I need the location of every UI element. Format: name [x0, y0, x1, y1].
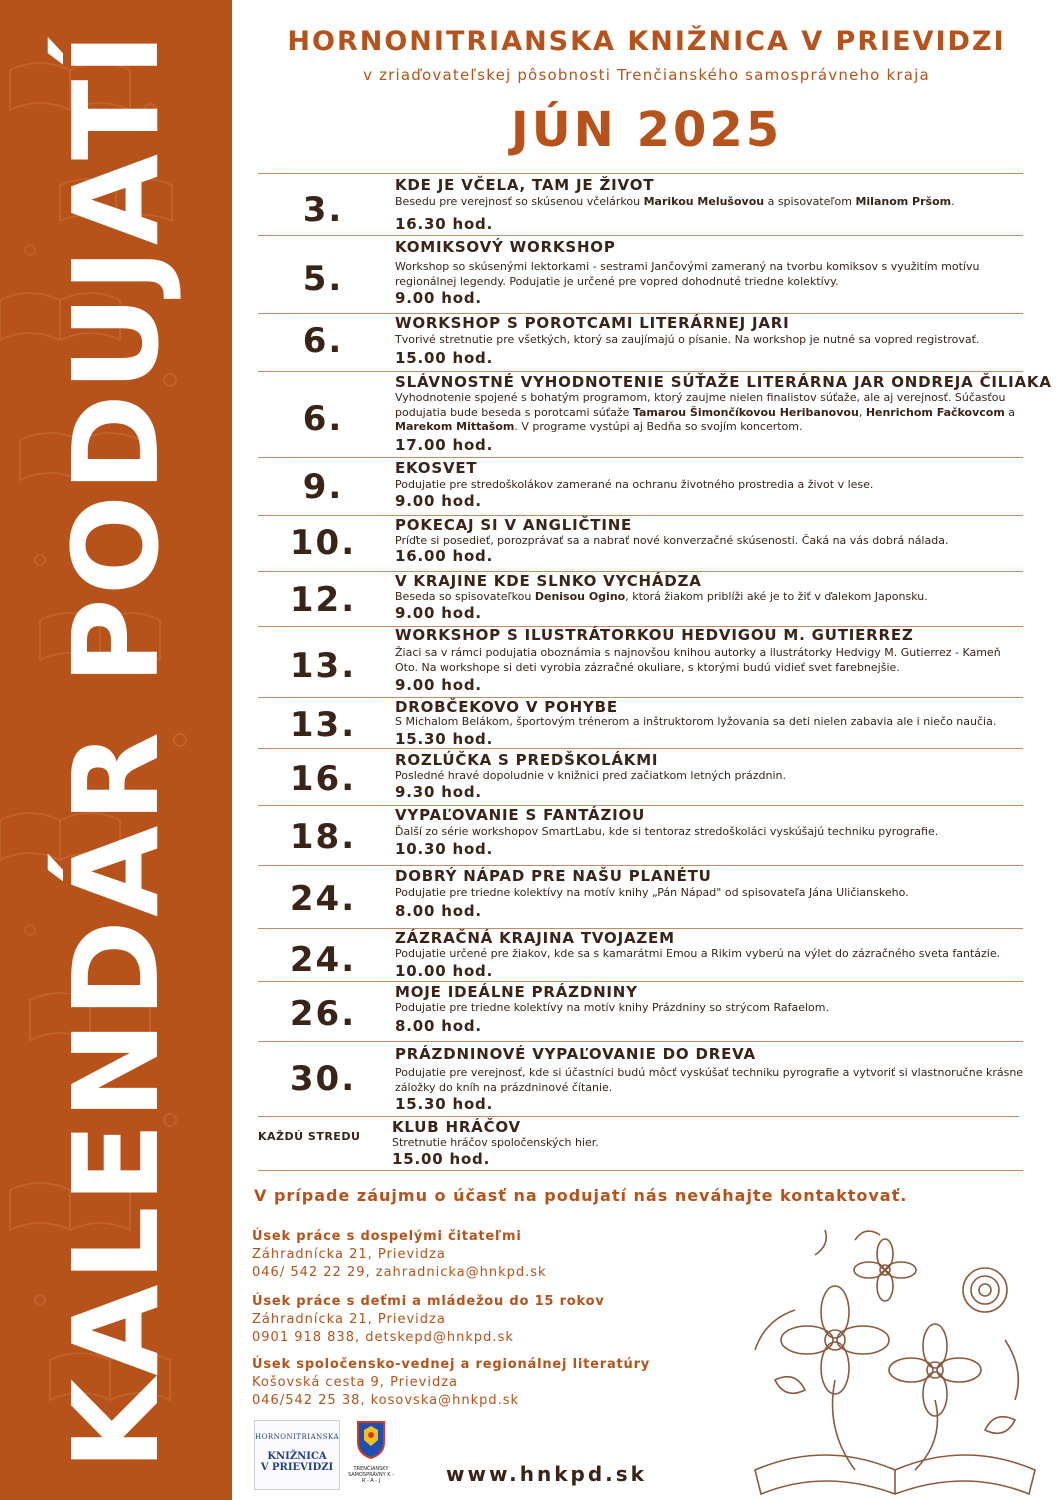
event-day: 6.: [302, 321, 344, 361]
description-text: Podujatie pre triedne kolektívy na motív knihy „Pán Nápad" od spisovateľa Jána Uličianskeho.: [395, 886, 909, 899]
event-time: 15.30 hod.: [395, 1095, 494, 1113]
library-logo-line: HORNONITRIANSKA: [255, 1433, 340, 1441]
month-title: JÚN 2025: [510, 102, 783, 158]
event-description: [395, 333, 1025, 348]
weekly-label: KAŽDÚ STREDU: [258, 1130, 361, 1143]
event-time: 8.00 hod.: [395, 1017, 482, 1035]
event-row: [258, 626, 1023, 697]
highlighted-name: Marekom Mittašom: [395, 420, 515, 433]
event-day: 6.: [302, 399, 344, 439]
description-text: Workshop so skúsenými lektorkami - sestrami Jančovými zameraný na tvorbu komiksov s využitím motívu regionálnej legendy. Podujatie je určené pre vopred dohodnuté triedne kolektívy.: [395, 260, 980, 288]
description-text: Ďalší zo série workshopov SmartLabu, kde si tentoraz stredoškoláci vyskúšajú techniku pyrografie.: [395, 825, 939, 838]
event-day: 24.: [289, 879, 357, 919]
event-description: [395, 715, 1025, 730]
event-row: [258, 371, 1052, 457]
event-title: DOBRÝ NÁPAD PRE NAŠU PLANÉTU: [395, 867, 712, 885]
description-text: Podujatie pre verejnosť, kde si účastníci budú môcť vyskúšať techniku pyrografie a vytvoriť si vlastnoručne krásne záložky do kníh na prázdninové čítanie.: [395, 1066, 1024, 1094]
department-title: Úsek práce s dospelými čitateľmi: [252, 1229, 522, 1244]
event-title: KDE JE VČELA, TAM JE ŽIVOT: [395, 176, 655, 194]
event-day: 5.: [302, 259, 344, 299]
event-title: VYPAĽOVANIE S FANTÁZIOU: [395, 806, 646, 824]
event-day: 10.: [289, 523, 357, 563]
event-row: [258, 805, 1023, 865]
description-text: Tvorivé stretnutie pre všetkých, ktorý sa zaujímajú o písanie. Na workshop je nutné sa vopred registrovať.: [395, 333, 980, 346]
department-children: [252, 1294, 772, 1345]
divider: [258, 1041, 1023, 1042]
website-link[interactable]: www.hnkpd.sk: [446, 1462, 647, 1486]
divider: [258, 235, 1023, 236]
library-name: HORNONITRIANSKA KNIŽNICA V PRIEVIDZI: [287, 26, 1006, 57]
department-title: Úsek práce s deťmi a mládežou do 15 rokov: [252, 1294, 605, 1309]
event-row: [258, 697, 1023, 748]
divider: [258, 457, 1023, 458]
event-row: [258, 515, 1023, 571]
weekly-time: 15.00 hod.: [392, 1150, 491, 1168]
department-adults: [252, 1229, 772, 1280]
divider: [258, 173, 1023, 174]
library-logo-line: V PRIEVIDZI: [260, 1462, 334, 1473]
description-text: .: [951, 195, 955, 208]
highlighted-name: Tamarou Šimončíkovou Heribanovou: [632, 405, 859, 419]
highlighted-name: Henrichom Fačkovcom: [865, 405, 1005, 419]
event-day: 3.: [302, 190, 344, 230]
description-text: Vyhodnotenie spojené s bohatým programom, ktorý zaujme nielen finalistov súťaže, ale aj verejnosť. Súčasťou podujatia bude beseda s porotcami súťaže: [395, 391, 1006, 419]
description-text: ,: [858, 405, 866, 419]
library-subtitle: v zriaďovateľskej pôsobnosti Trenčianského samosprávneho kraja: [363, 66, 930, 84]
department-regional: [252, 1357, 772, 1408]
event-row: [258, 748, 1023, 805]
department-contact[interactable]: 046/542 25 38, kosovska@hnkpd.sk: [252, 1393, 520, 1408]
library-logo-line: KNIŽNICA: [267, 1451, 327, 1462]
divider: [258, 981, 1023, 982]
highlighted-name: Denisou Ogino: [534, 590, 626, 603]
weekly-description: Stretnutie hráčov spoločenských hier.: [392, 1136, 599, 1149]
department-address: Záhradnícka 21, Prievidza: [252, 1312, 446, 1327]
description-text: . V programe vystúpi aj Bedňa so svojím koncertom.: [514, 420, 803, 433]
event-time: 10.30 hod.: [395, 840, 494, 858]
library-logo: [254, 1420, 340, 1490]
event-description: [395, 1001, 1025, 1016]
event-day: 26.: [289, 994, 357, 1034]
event-day: 9.: [302, 467, 344, 507]
event-title: DROBČEKOVO V POHYBE: [395, 698, 618, 716]
description-text: S Michalom Belákom, športovým trénerom a inštruktorom lyžovania sa deti nielen zabavia ale i niečo naučia.: [395, 715, 997, 728]
sidebar-band: [0, 0, 232, 1500]
description-text: a: [1004, 405, 1016, 419]
event-time: 9.00 hod.: [395, 492, 482, 510]
event-day: 13.: [289, 646, 357, 686]
event-time: 9.00 hod.: [395, 676, 482, 694]
divider: [258, 1116, 1019, 1117]
department-address: Košovská cesta 9, Prievidza: [252, 1375, 458, 1390]
event-row: [258, 235, 1023, 313]
event-row: [258, 571, 1023, 626]
event-row: [258, 313, 1023, 371]
event-description: [395, 478, 1025, 493]
event-time: 9.30 hod.: [395, 783, 482, 801]
description-text: Posledné hravé dopoludnie v knižnici pred začiatkom letných prázdnin.: [395, 769, 787, 782]
event-description: [395, 391, 1025, 435]
event-time: 17.00 hod.: [395, 436, 494, 454]
side-title: KALENDÁR PODUJATÍ: [47, 29, 185, 1471]
event-row: [258, 1041, 1023, 1116]
department-address: Záhradnícka 21, Prievidza: [252, 1247, 446, 1262]
flower-book-illustration: [735, 1220, 1055, 1500]
description-text: Podujatie určené pre žiakov, kde sa s kamarátmi Emou a Rikim vyberú na výlet do zázračného sveta fantázie.: [395, 947, 1001, 960]
divider: [258, 697, 1023, 698]
event-title: ZÁZRAČNÁ KRAJINA TVOJAZEM: [395, 929, 675, 947]
department-contact[interactable]: 0901 918 838, detskepd@hnkpd.sk: [252, 1330, 514, 1345]
event-day: 24.: [289, 940, 357, 980]
event-time: 10.00 hod.: [395, 962, 494, 980]
event-title: WORKSHOP S ILUSTRÁTORKOU HEDVIGOU M. GUTIERREZ: [395, 626, 914, 644]
event-day: 13.: [289, 705, 357, 745]
divider: [258, 515, 1023, 516]
description-text: , ktorá žiakom priblíži aké je to žiť v ďalekom Japonsku.: [625, 590, 928, 603]
event-time: 8.00 hod.: [395, 902, 482, 920]
event-description: [395, 590, 1025, 605]
event-title: SLÁVNOSTNÉ VYHODNOTENIE SÚŤAŽE LITERÁRNA JAR ONDREJA ČILIAKA: [395, 373, 1052, 391]
event-time: 15.30 hod.: [395, 730, 494, 748]
event-title: ROZLÚČKA S PREDŠKOLÁKMI: [395, 751, 659, 769]
description-text: a spisovateľom: [764, 195, 856, 208]
event-time: 16.00 hod.: [395, 547, 494, 565]
divider: [258, 865, 1023, 866]
department-title: Úsek spoločensko-vednej a regionálnej literatúry: [252, 1357, 651, 1372]
event-description: [395, 769, 1025, 784]
event-description: [395, 947, 1025, 962]
divider: [258, 748, 1023, 749]
event-day: 30.: [289, 1059, 357, 1099]
event-time: 15.00 hod.: [395, 349, 494, 367]
department-contact[interactable]: 046/ 542 22 29, zahradnicka@hnkpd.sk: [252, 1265, 547, 1280]
event-description: [395, 195, 1025, 210]
event-row: [258, 865, 1023, 928]
event-row: [258, 981, 1023, 1041]
divider: [258, 371, 1023, 372]
contact-note: V prípade záujmu o účasť na podujatí nás neváhajte kontaktovať.: [254, 1186, 908, 1205]
event-title: KOMIKSOVÝ WORKSHOP: [395, 238, 616, 256]
event-title: V KRAJINE KDE SLNKO VYCHÁDZA: [395, 572, 702, 590]
event-title: MOJE IDEÁLNE PRÁZDNINY: [395, 983, 638, 1001]
event-time: 16.30 hod.: [395, 215, 494, 233]
region-caption: TRENČIANSKY SAMOSPRÁVNY K - R - A - J: [348, 1466, 394, 1484]
event-title: WORKSHOP S POROTCAMI LITERÁRNEJ JARI: [395, 314, 790, 332]
description-text: Podujatie pre triedne kolektívy na motív knihy Prázdniny so strýcom Rafaelom.: [395, 1001, 829, 1014]
event-description: [395, 886, 1025, 901]
description-text: Príďte si posedieť, porozprávať sa a nabrať nové konverzačné skúsenosti. Čaká na vás dobrá nálada.: [395, 534, 949, 547]
highlighted-name: Marikou Melušovou: [643, 195, 765, 208]
event-title: POKECAJ SI V ANGLIČTINE: [395, 516, 633, 534]
event-time: 9.00 hod.: [395, 604, 482, 622]
description-text: Žiaci sa v rámci podujatia oboznámia s najnovšou knihou autorky a ilustrátorky Hedvigy M. Gutierrez - Kameň Oto. Na workshope si deti vyrobia zázračné okuliare, s ktorými budú vidieť svet farebnejšie.: [395, 646, 1001, 674]
description-text: Besedu pre verejnosť so skúsenou včelárkou: [395, 195, 644, 208]
event-row: [258, 173, 1023, 235]
divider: [258, 1170, 1023, 1171]
highlighted-name: Milanom Pršom: [855, 195, 952, 208]
region-crest-logo: [346, 1420, 396, 1492]
event-title: EKOSVET: [395, 459, 478, 477]
event-day: 12.: [289, 580, 357, 620]
event-description: [395, 646, 1025, 675]
event-day: 18.: [289, 817, 357, 857]
event-row: [258, 928, 1023, 981]
weekly-event: [258, 1116, 1023, 1172]
crest-icon: [356, 1420, 386, 1460]
event-row: [258, 457, 1023, 515]
event-day: 16.: [289, 759, 357, 799]
description-text: Beseda so spisovateľkou: [395, 590, 535, 603]
event-title: PRÁZDNINOVÉ VYPAĽOVANIE DO DREVA: [395, 1045, 756, 1063]
description-text: Podujatie pre stredoškolákov zamerané na ochranu životného prostredia a život v lese.: [395, 478, 874, 491]
event-description: [395, 1066, 1025, 1095]
weekly-title: KLUB HRÁČOV: [392, 1118, 521, 1136]
event-time: 9.00 hod.: [395, 289, 482, 307]
event-description: [395, 260, 1025, 289]
event-description: [395, 825, 1025, 840]
